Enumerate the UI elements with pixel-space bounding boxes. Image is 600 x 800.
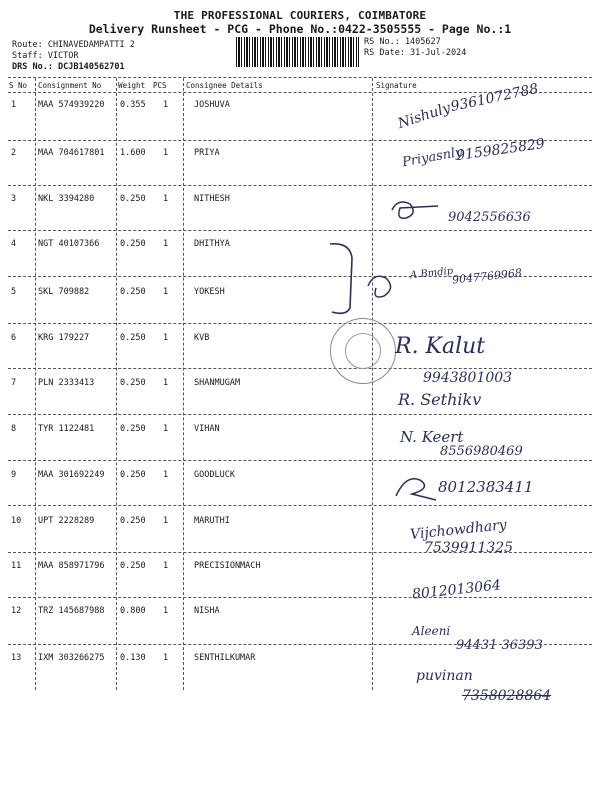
row-consignee: PRECISIONMACH: [194, 561, 261, 571]
signature-5: A.Bmdip: [409, 265, 454, 282]
row-pcs: 1: [163, 287, 169, 297]
row-pcs: 1: [163, 470, 169, 480]
row-consignment: UPT 2228289: [38, 516, 95, 526]
row-sno: 3: [11, 194, 17, 204]
signature-6: R. Kalut: [395, 334, 486, 359]
table-top-rule: [8, 77, 592, 78]
phone-5: 9047769968: [451, 266, 523, 287]
drs-number: DRS No.: DCJB140562701: [12, 62, 125, 72]
signature-7: R. Sethikv: [398, 390, 482, 409]
rs-number: RS No.: 1405627: [364, 37, 441, 47]
scribble-mark: [392, 470, 442, 506]
header-consignee: Consignee Details: [186, 81, 263, 90]
row-sno: 10: [11, 516, 22, 526]
row-divider: [8, 185, 592, 186]
rs-date: RS Date: 31-Jul-2024: [364, 48, 467, 58]
scribble-mark: [388, 196, 444, 224]
row-consignee: JOSHUVA: [194, 100, 230, 110]
row-consignment: NKL 3394280: [38, 194, 95, 204]
row-sno: 1: [11, 100, 17, 110]
signature-13: puvinan: [416, 668, 473, 684]
header-signature: Signature: [376, 81, 417, 90]
route: Route: CHINAVEDAMPATTI 2: [12, 40, 135, 50]
phone-9: 8012383411: [438, 478, 534, 496]
phone-10: 7539911325: [424, 540, 514, 556]
row-consignee: GOODLUCK: [194, 470, 235, 480]
row-consignee: PRIYA: [194, 148, 220, 158]
column-divider: [372, 78, 373, 690]
header-sno: S No: [9, 81, 28, 90]
signature-8: N. Keert: [400, 428, 464, 446]
row-pcs: 1: [163, 424, 169, 434]
row-consignment: IXM 303266275: [38, 653, 105, 663]
row-weight: 0.250: [120, 333, 146, 343]
barcode: [236, 37, 359, 67]
header-pcs: PCS: [153, 81, 167, 90]
row-weight: 0.355: [120, 100, 146, 110]
header-weight: Weight: [118, 81, 146, 90]
row-consignee: KVB: [194, 333, 210, 343]
scribble-mark: [362, 268, 402, 304]
row-divider: [8, 597, 592, 598]
row-consignment: PLN 2333413: [38, 378, 95, 388]
row-consignment: KRG 179227: [38, 333, 90, 343]
row-pcs: 1: [163, 333, 169, 343]
row-weight: 0.250: [120, 378, 146, 388]
row-pcs: 1: [163, 194, 169, 204]
row-pcs: 1: [163, 239, 169, 249]
phone-8: 8556980469: [440, 444, 523, 459]
phone-11: 8012013064: [411, 577, 502, 603]
signature-10: Vijchowdhary: [409, 516, 508, 544]
row-consignee: NITHESH: [194, 194, 230, 204]
row-consignment: NGT 40107366: [38, 239, 100, 249]
row-consignment: MAA 858971796: [38, 561, 105, 571]
row-weight: 0.250: [120, 239, 146, 249]
header-consignment: Consignment No: [38, 81, 102, 90]
row-weight: 0.800: [120, 606, 146, 616]
row-consignment: MAA 301692249: [38, 470, 105, 480]
row-sno: 13: [11, 653, 22, 663]
phone-13: 7358028864: [462, 688, 552, 704]
staff: Staff: VICTOR: [12, 51, 79, 61]
row-pcs: 1: [163, 653, 169, 663]
row-sno: 5: [11, 287, 17, 297]
column-divider: [183, 78, 184, 690]
row-sno: 12: [11, 606, 22, 616]
row-consignee: MARUTHI: [194, 516, 230, 526]
row-consignment: MAA 704617801: [38, 148, 105, 158]
row-sno: 9: [11, 470, 17, 480]
row-weight: 0.250: [120, 516, 146, 526]
row-weight: 0.250: [120, 470, 146, 480]
row-divider: [8, 414, 592, 415]
row-weight: 0.130: [120, 653, 146, 663]
row-sno: 7: [11, 378, 17, 388]
row-weight: 0.250: [120, 561, 146, 571]
phone-12: 94431 36393: [456, 638, 543, 653]
row-divider: [8, 323, 592, 324]
column-divider: [116, 78, 117, 690]
phone-1: 9361072788: [449, 80, 540, 116]
row-pcs: 1: [163, 606, 169, 616]
signature-2: Priyasnly: [401, 144, 464, 171]
row-consignment: MAA 574939220: [38, 100, 105, 110]
row-consignee: SHANMUGAM: [194, 378, 241, 388]
row-weight: 1.600: [120, 148, 146, 158]
row-weight: 0.250: [120, 194, 146, 204]
phone-3: 9042556636: [448, 210, 531, 225]
row-consignment: TYR 1122481: [38, 424, 95, 434]
row-divider: [8, 368, 592, 369]
row-pcs: 1: [163, 561, 169, 571]
row-divider: [8, 230, 592, 231]
row-weight: 0.250: [120, 424, 146, 434]
row-divider: [8, 460, 592, 461]
row-weight: 0.250: [120, 287, 146, 297]
company-stamp: [330, 318, 396, 384]
row-sno: 6: [11, 333, 17, 343]
row-consignee: NISHA: [194, 606, 220, 616]
runsheet-title: Delivery Runsheet - PCG - Phone No.:0422-3505555 - Page No.:1: [88, 22, 512, 36]
company-name: THE PROFESSIONAL COURIERS, COIMBATORE: [173, 9, 427, 22]
column-divider: [35, 78, 36, 690]
row-consignment: TRZ 145687988: [38, 606, 105, 616]
signature-1: Nishuly: [395, 99, 453, 133]
row-pcs: 1: [163, 100, 169, 110]
row-divider: [8, 505, 592, 506]
phone-7: 9943801003: [423, 370, 513, 386]
row-pcs: 1: [163, 378, 169, 388]
row-sno: 4: [11, 239, 17, 249]
row-pcs: 1: [163, 148, 169, 158]
row-sno: 11: [11, 561, 22, 571]
row-consignee: DHITHYA: [194, 239, 230, 249]
phone-2: 9159825829: [455, 135, 546, 165]
signature-12: Aleeni: [412, 624, 451, 638]
row-sno: 8: [11, 424, 17, 434]
row-consignee: SENTHILKUMAR: [194, 653, 256, 663]
row-consignee: YOKESH: [194, 287, 225, 297]
row-pcs: 1: [163, 516, 169, 526]
row-consignment: SKL 709882: [38, 287, 90, 297]
row-sno: 2: [11, 148, 17, 158]
row-consignee: VIHAN: [194, 424, 220, 434]
